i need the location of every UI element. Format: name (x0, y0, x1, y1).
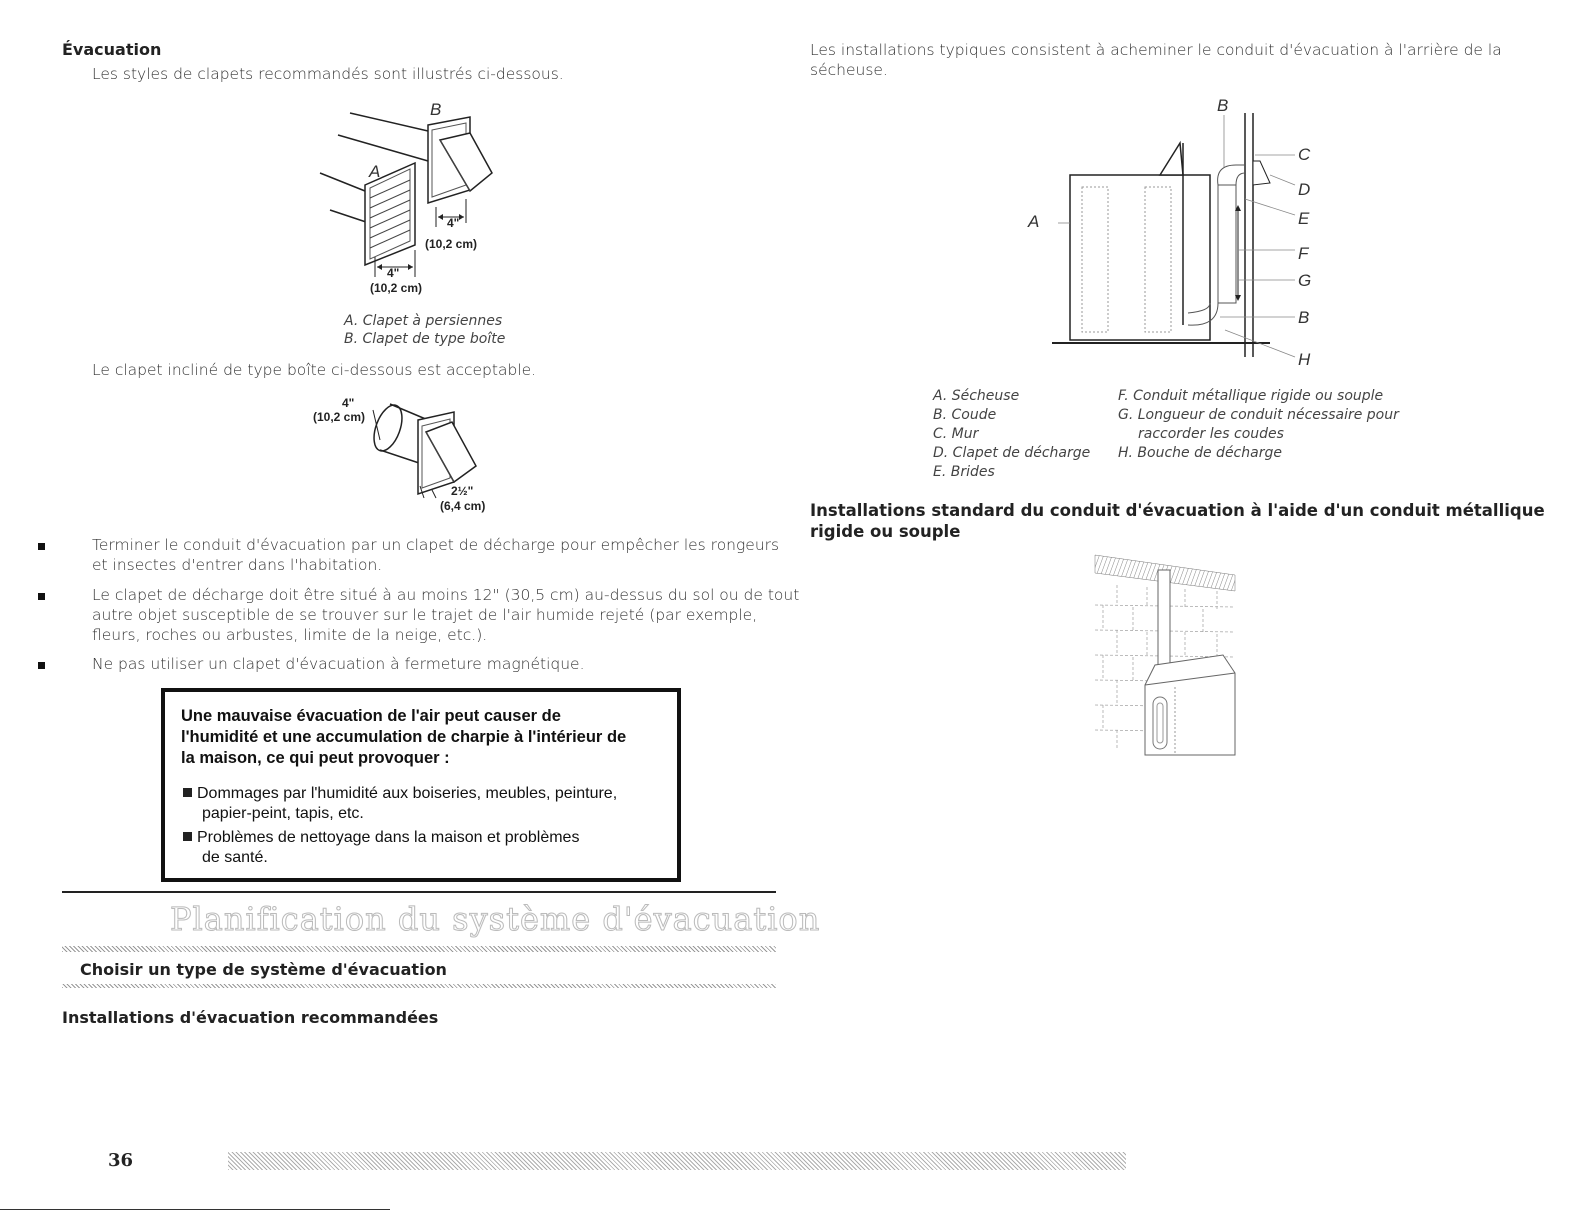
bullet-marker (38, 593, 45, 600)
page-number: 36 (108, 1150, 134, 1171)
fig2-dim-bottom-cm: (6,4 cm) (440, 499, 486, 513)
vent-hoods-illustration (320, 95, 540, 305)
diagram-label-c: C (1298, 145, 1311, 164)
fig1-caption-a: A. Clapet à persiennes (344, 313, 503, 329)
legend-item: C. Mur (933, 426, 979, 442)
standard-heading (810, 500, 1545, 542)
fig1-dim1-cm: (10,2 cm) (425, 237, 478, 251)
diagram-legend-right (1118, 387, 1399, 463)
bullet-2 (92, 585, 799, 645)
legend-item: D. Clapet de décharge (933, 445, 1091, 461)
warning-box (161, 688, 681, 882)
legend-item: B. Coude (933, 407, 997, 423)
legend-item: E. Brides (933, 464, 995, 480)
bullet-marker (38, 543, 45, 550)
bullet-2-line-2: autre objet susceptible de se trouver sur le trajet de l'air humide rejeté (par exemple, (92, 606, 758, 624)
standard-heading-line-2: rigide ou souple (810, 522, 961, 541)
bullet-1-line-2: et insectes d'entrer dans l'habitation. (92, 556, 383, 574)
diagram-legend-left (933, 387, 1090, 482)
fig1-label-b: B (430, 100, 442, 119)
legend-item: G. Longueur de conduit nécessaire pour (1118, 407, 1399, 423)
warning-title (181, 706, 626, 769)
dryer-vent-diagram (1020, 95, 1320, 375)
fig1-label-a: A (369, 162, 381, 181)
bullet-2-line-1: Le clapet de décharge doit être situé à au moins 12" (30,5 cm) au-dessus du sol ou de tout (92, 586, 800, 604)
bullet-1 (92, 535, 779, 575)
fig1-caption-b: B. Clapet de type boîte (344, 331, 506, 347)
diagram-label-g: G (1298, 271, 1312, 290)
fig2-dim-bottom: 2½" (451, 484, 474, 498)
bullet-marker (38, 662, 45, 669)
legend-item: raccorder les coudes (1138, 426, 1284, 442)
legend-item: F. Conduit métallique rigide ou souple (1118, 388, 1384, 404)
warning-item-2 (183, 828, 579, 868)
diagram-label-b-bottom: B (1298, 308, 1310, 327)
footer-rule (0, 1209, 390, 1210)
recommended-heading: Installations d'évacuation recommandées (62, 1008, 439, 1027)
fig1-dim2: 4" (387, 266, 400, 280)
fig1-dim1: 4" (447, 216, 460, 230)
warning-title-line-2: l'humidité et une accumulation de charpie à l'intérieur de (181, 728, 627, 746)
intro-text: Les styles de clapets recommandés sont illustrés ci-dessous. (92, 65, 564, 83)
fig1-dim2-cm: (10,2 cm) (370, 281, 423, 295)
diagram-label-f: F (1298, 244, 1309, 263)
big-title: Planification du système d'évacuation (170, 900, 821, 938)
section-title: Évacuation (62, 40, 162, 59)
legend-item: A. Sécheuse (933, 388, 1020, 404)
diagram-label-a: A (1028, 212, 1040, 231)
warning-square-icon (183, 788, 192, 797)
right-intro (810, 40, 1502, 80)
bullet-2-line-3: fleurs, roches ou arbustes, limite de la neige, etc.). (92, 626, 488, 644)
legend-item: H. Bouche de décharge (1118, 445, 1282, 461)
basement-installation-illustration (1095, 555, 1240, 755)
hatch-rule (62, 946, 776, 952)
warning-item-2-line-1: Problèmes de nettoyage dans la maison et problèmes (197, 829, 580, 846)
warning-item-1 (183, 784, 683, 824)
vent-hoods-figure (320, 95, 540, 305)
bullet-3: Ne pas utiliser un clapet d'évacuation à fermeture magnétique. (92, 655, 585, 673)
hatch-rule-thin (62, 984, 776, 988)
fig2-dim-top-cm: (10,2 cm) (313, 410, 366, 424)
fig2-dim-top: 4" (342, 396, 355, 410)
choose-heading: Choisir un type de système d'évacuation (80, 960, 447, 979)
warning-item-1-line-1: Dommages par l'humidité aux boiseries, meubles, peinture, (197, 785, 618, 802)
warning-title-line-1: Une mauvaise évacuation de l'air peut causer de (181, 707, 561, 725)
diagram-label-e: E (1298, 209, 1310, 228)
diagram-label-h: H (1298, 350, 1311, 369)
section-rule (62, 891, 776, 893)
warning-square-icon (183, 832, 192, 841)
standard-heading-line-1: Installations standard du conduit d'évacuation à l'aide d'un conduit métallique (810, 501, 1545, 520)
footer-hatch-bar (228, 1152, 1126, 1170)
right-intro-line-1: Les installations typiques consistent à acheminer le conduit d'évacuation à l'arrière de la (810, 41, 1502, 59)
acceptable-text: Le clapet incliné de type boîte ci-dessous est acceptable. (92, 361, 537, 379)
bullet-1-line-1: Terminer le conduit d'évacuation par un clapet de décharge pour empêcher les rongeurs (92, 536, 780, 554)
basement-installation-figure (1095, 555, 1240, 755)
diagram-label-b-top: B (1217, 96, 1229, 115)
right-intro-line-2: sécheuse. (810, 61, 888, 79)
diagram-label-d: D (1298, 180, 1311, 199)
warning-item-1-line-2: papier-peint, tapis, etc. (202, 805, 364, 822)
dryer-vent-illustration (1020, 95, 1320, 375)
warning-item-2-line-2: de santé. (202, 849, 268, 866)
warning-title-line-3: la maison, ce qui peut provoquer : (181, 749, 450, 767)
